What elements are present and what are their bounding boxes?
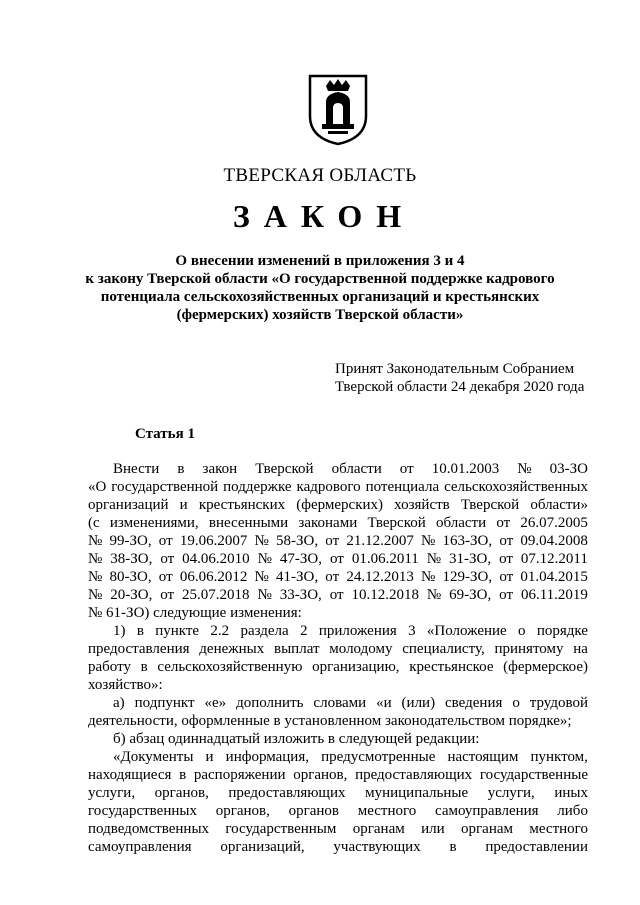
word: «О [88,479,107,495]
word: а) [113,695,125,711]
word: в [177,461,185,477]
word: от [329,551,344,567]
word: № [257,587,272,603]
tver-coat-of-arms-icon [306,72,370,146]
text-line [88,658,588,676]
word: № [426,551,442,567]
word: словами [313,695,367,711]
title-line: потенциала сельскохозяйственных организаций и крестьянских [100,289,540,305]
word: предоставляющих [228,785,346,801]
text-line [88,766,588,784]
word: 58-ЗО, [276,533,319,549]
word: 69-ЗО, [449,587,492,603]
word: государственным [225,821,337,837]
article-heading: Статья 1 [135,426,195,442]
word: области [331,461,382,477]
word: № [88,587,103,603]
word: Внести [113,461,160,477]
article-body [88,460,588,856]
word: 33-ЗО, [279,587,322,603]
text-line [88,802,588,820]
word: органов [288,803,339,819]
text-line [88,586,588,604]
region-name: ТВЕРСКАЯ ОБЛАСТЬ [223,165,417,186]
word: органам [461,821,514,837]
word: предоставления [88,641,190,657]
word: дополнить [236,695,304,711]
word: Тверской [460,497,520,513]
word: органов, [215,803,270,819]
word: 06.11.2019 [520,587,588,603]
word: «е» [204,695,227,711]
word: подведомственных [88,821,210,837]
word: пунктом, [530,749,588,765]
word: от [499,569,514,585]
text-line: хозяйство»: [88,677,163,693]
word: законами [298,515,358,531]
word: в [140,659,148,675]
text-line [88,568,588,586]
text-line: деятельности, оформленные в установленном законодательством порядке»; [88,713,572,729]
word: 99-ЗО, [109,533,152,549]
text-line [88,550,588,568]
word: (фермерское) [503,659,588,675]
text-line: б) абзац одиннадцатый изложить в следующей редакции: [113,731,480,747]
text-line [88,496,588,514]
word: государственных [88,803,197,819]
word: 38-ЗО, [110,551,153,567]
word: (с [88,515,100,531]
word: от [325,533,340,549]
word: предоставляющих [355,767,473,783]
word: от [496,515,511,531]
word: 20-ЗО, [110,587,153,603]
text-line [88,514,588,532]
text-line: № 61-ЗО) следующие изменения: [88,605,302,621]
document-type: ЗАКОН [232,198,416,234]
word: № [88,533,103,549]
word: распоряжении [193,767,286,783]
word: изменениями, [109,515,199,531]
word: самоуправления [88,839,192,855]
word: или [421,821,445,837]
word: организаций, [220,839,305,855]
word: внесенными [208,515,289,531]
word: Тверской [367,515,426,531]
word: о [512,695,520,711]
text-line [88,748,588,766]
text-line [88,460,588,478]
word: настоящим [447,749,519,765]
word: сведения [445,695,503,711]
text-line [88,622,588,640]
word: раздела [240,623,289,639]
text-line [88,478,588,496]
word: от [329,587,344,603]
word: № [254,533,269,549]
word: кадрового [296,479,361,495]
word: 01.04.2015 [520,569,588,585]
word: 07.12.2011 [520,551,588,567]
word: услуги, [88,785,136,801]
word: сельскохозяйственных [444,479,588,495]
word: 26.07.2005 [520,515,588,531]
word: 25.07.2018 [182,587,250,603]
word: принятому [494,641,564,657]
text-line [88,838,588,856]
word: крестьянских [198,497,286,513]
word: на [573,641,588,657]
adoption-line: Тверской области 24 декабря 2020 года [335,379,585,395]
text-line [88,784,588,802]
adoption-line: Принят Законодательным Собранием [335,361,575,377]
word: органов, [154,785,209,801]
title-line: к закону Тверской области «О государственной поддержке кадрового [85,271,555,287]
law-title [0,252,640,324]
word: молодому [329,641,393,657]
word: 41-ЗО, [276,569,319,585]
word: № [426,587,442,603]
word: 10.01.2003 [431,461,500,477]
text-line [88,640,588,658]
word: от [325,569,340,585]
word: 1) [113,623,126,639]
word: местного [357,803,417,819]
word: потенциала [365,479,440,495]
word: государственные [479,767,588,783]
word: порядке [536,623,588,639]
word: от [158,569,173,585]
word: 10.12.2018 [351,587,419,603]
word: (фермерских) [296,497,384,513]
word: в [136,623,144,639]
word: закон [202,461,238,477]
word: 04.06.2010 [182,551,250,567]
word: от [499,551,513,567]
word: от [160,551,175,567]
word: о [518,623,526,639]
word: поддержке [223,479,292,495]
word: местного [529,821,588,837]
word: и [205,749,214,765]
title-line: О внесении изменений в приложения 3 и 4 [175,253,465,269]
word: самоуправления [434,803,539,819]
word: № [257,551,272,567]
word: сельскохозяйственную [157,659,303,675]
word: от [160,587,175,603]
word: от [158,533,173,549]
word: работу [88,659,131,675]
word: 2.2 [210,623,230,639]
word: государственной [111,479,219,495]
word: области» [530,497,588,513]
word: хозяйств [394,497,450,513]
word: области [435,515,487,531]
text-line [88,694,588,712]
word: трудовой [529,695,588,711]
word: от [399,461,414,477]
word: и [179,497,188,513]
word: денежных [199,641,265,657]
word: «Документы [113,749,194,765]
word: выплат [274,641,320,657]
word: предоставлении [485,839,588,855]
word: № [421,569,436,585]
word: Тверской [255,461,314,477]
word: информация, [225,749,309,765]
word: органов, [293,767,348,783]
word: участвующих [333,839,421,855]
word: (или) [401,695,436,711]
text-line [88,532,588,550]
word: предусмотренные [321,749,436,765]
word: 24.12.2013 [346,569,414,585]
word: № [421,533,436,549]
word: органам [352,821,405,837]
title-line: (фермерских) хозяйств Тверской области» [176,307,464,323]
word: организаций [88,497,169,513]
adoption-statement [335,360,584,396]
word: в [449,839,457,855]
text-line [88,820,588,838]
word: № [254,569,269,585]
word: 01.06.2011 [351,551,419,567]
word: 163-ЗО, [442,533,493,549]
word: 03-ЗО [549,461,588,477]
word: крестьянское [409,659,494,675]
word: специалисту, [402,641,485,657]
word: от [499,533,514,549]
word: 47-ЗО, [279,551,323,567]
word: 06.06.2012 [179,569,248,585]
word: «и [376,695,392,711]
word: 19.06.2007 [179,533,248,549]
word: либо [557,803,588,819]
word: 31-ЗО, [449,551,492,567]
word: 129-ЗО, [442,569,493,585]
word: подпункт [134,695,195,711]
word: пункте [155,623,200,639]
word: приложения [318,623,397,639]
word: находящиеся [88,767,172,783]
word: услуги, [487,785,535,801]
word: № [88,551,103,567]
word: от [499,587,514,603]
word: 2 [300,623,308,639]
word: иных [554,785,588,801]
word: 09.04.2008 [520,533,588,549]
word: 80-ЗО, [109,569,152,585]
word: № [517,461,532,477]
word: организацию, [312,659,400,675]
word: «Положение [426,623,507,639]
word: 21.12.2007 [346,533,414,549]
word: в [179,767,187,783]
word: 3 [408,623,416,639]
word: муниципальные [365,785,469,801]
word: № [88,569,103,585]
